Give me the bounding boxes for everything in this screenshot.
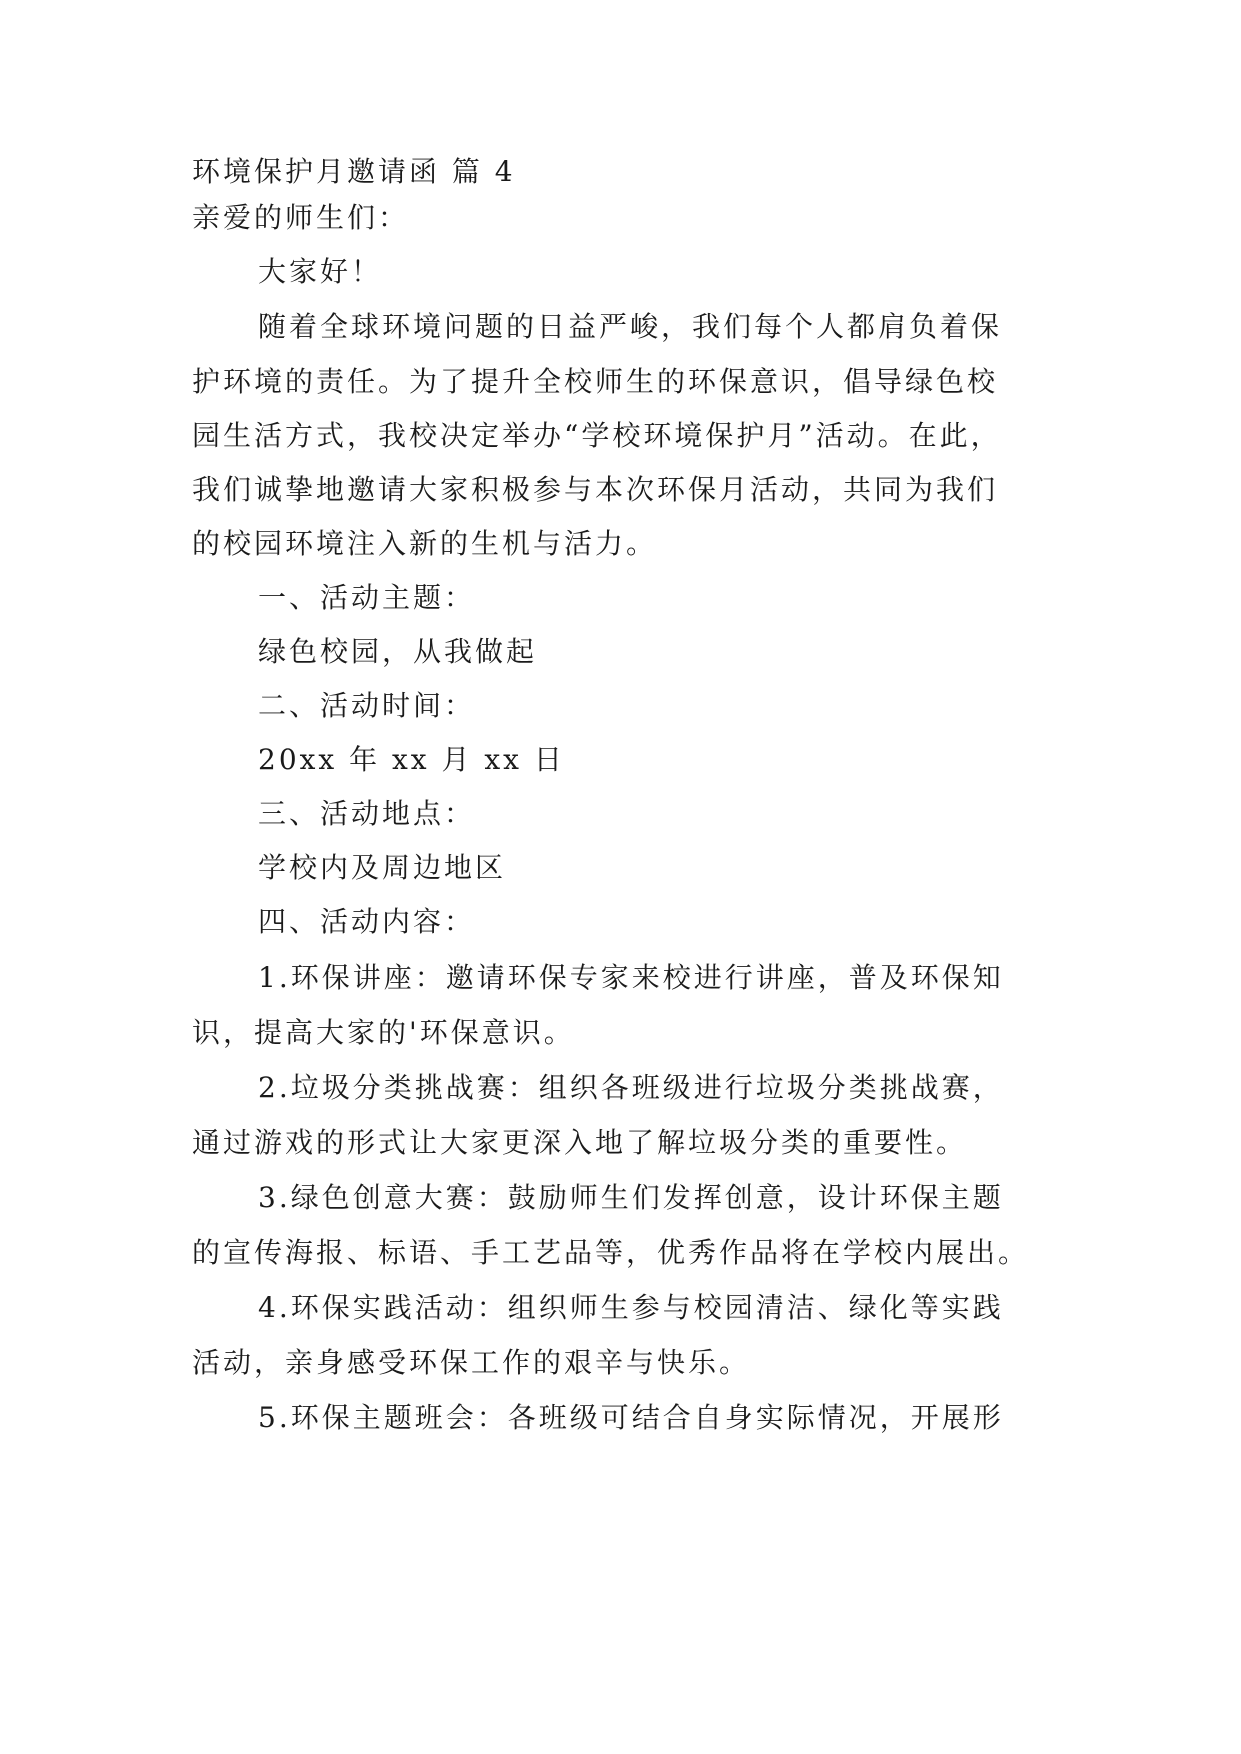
- intro-line: 我们诚挚地邀请大家积极参与本次环保月活动，共同为我们: [192, 473, 999, 506]
- activity-item-line: 3.绿色创意大赛：鼓励师生们发挥创意，设计环保主题: [258, 1181, 1004, 1214]
- intro-line: 随着全球环境问题的日益严峻，我们每个人都肩负着保: [258, 310, 1003, 343]
- activity-item-line: 1.环保讲座：邀请环保专家来校进行讲座，普及环保知: [258, 961, 1004, 994]
- intro-line: 护环境的责任。为了提升全校师生的环保意识，倡导绿色校: [192, 365, 999, 398]
- section-heading-time: 二、活动时间：: [258, 689, 476, 722]
- activity-item-line: 4.环保实践活动：组织师生参与校园清洁、绿化等实践: [258, 1291, 1004, 1324]
- activity-item-line: 通过游戏的形式让大家更深入地了解垃圾分类的重要性。: [192, 1126, 968, 1159]
- section-content-location: 学校内及周边地区: [258, 851, 507, 884]
- intro-line: 园生活方式，我校决定举办“学校环境保护月”活动。在此，: [192, 419, 1002, 452]
- section-heading-content: 四、活动内容：: [258, 905, 476, 938]
- activity-item-line: 识，提高大家的'环保意识。: [192, 1016, 575, 1049]
- salutation: 亲爱的师生们：: [192, 201, 410, 234]
- section-content-time: 20xx 年 xx 月 xx 日: [258, 743, 565, 776]
- activity-item-line: 活动，亲身感受环保工作的艰辛与快乐。: [192, 1346, 751, 1379]
- section-content-theme: 绿色校园，从我做起: [258, 635, 538, 668]
- activity-item-line: 5.环保主题班会：各班级可结合自身实际情况，开展形: [258, 1401, 1004, 1434]
- activity-item-line: 的宣传海报、标语、手工艺品等，优秀作品将在学校内展出。: [192, 1236, 1030, 1269]
- section-heading-theme: 一、活动主题：: [258, 581, 476, 614]
- greeting: 大家好！: [258, 255, 383, 288]
- activity-item-line: 2.垃圾分类挑战赛：组织各班级进行垃圾分类挑战赛，: [258, 1071, 1004, 1104]
- section-heading-location: 三、活动地点：: [258, 797, 476, 830]
- document-title: 环境保护月邀请函 篇 4: [192, 155, 516, 188]
- intro-line: 的校园环境注入新的生机与活力。: [192, 527, 658, 560]
